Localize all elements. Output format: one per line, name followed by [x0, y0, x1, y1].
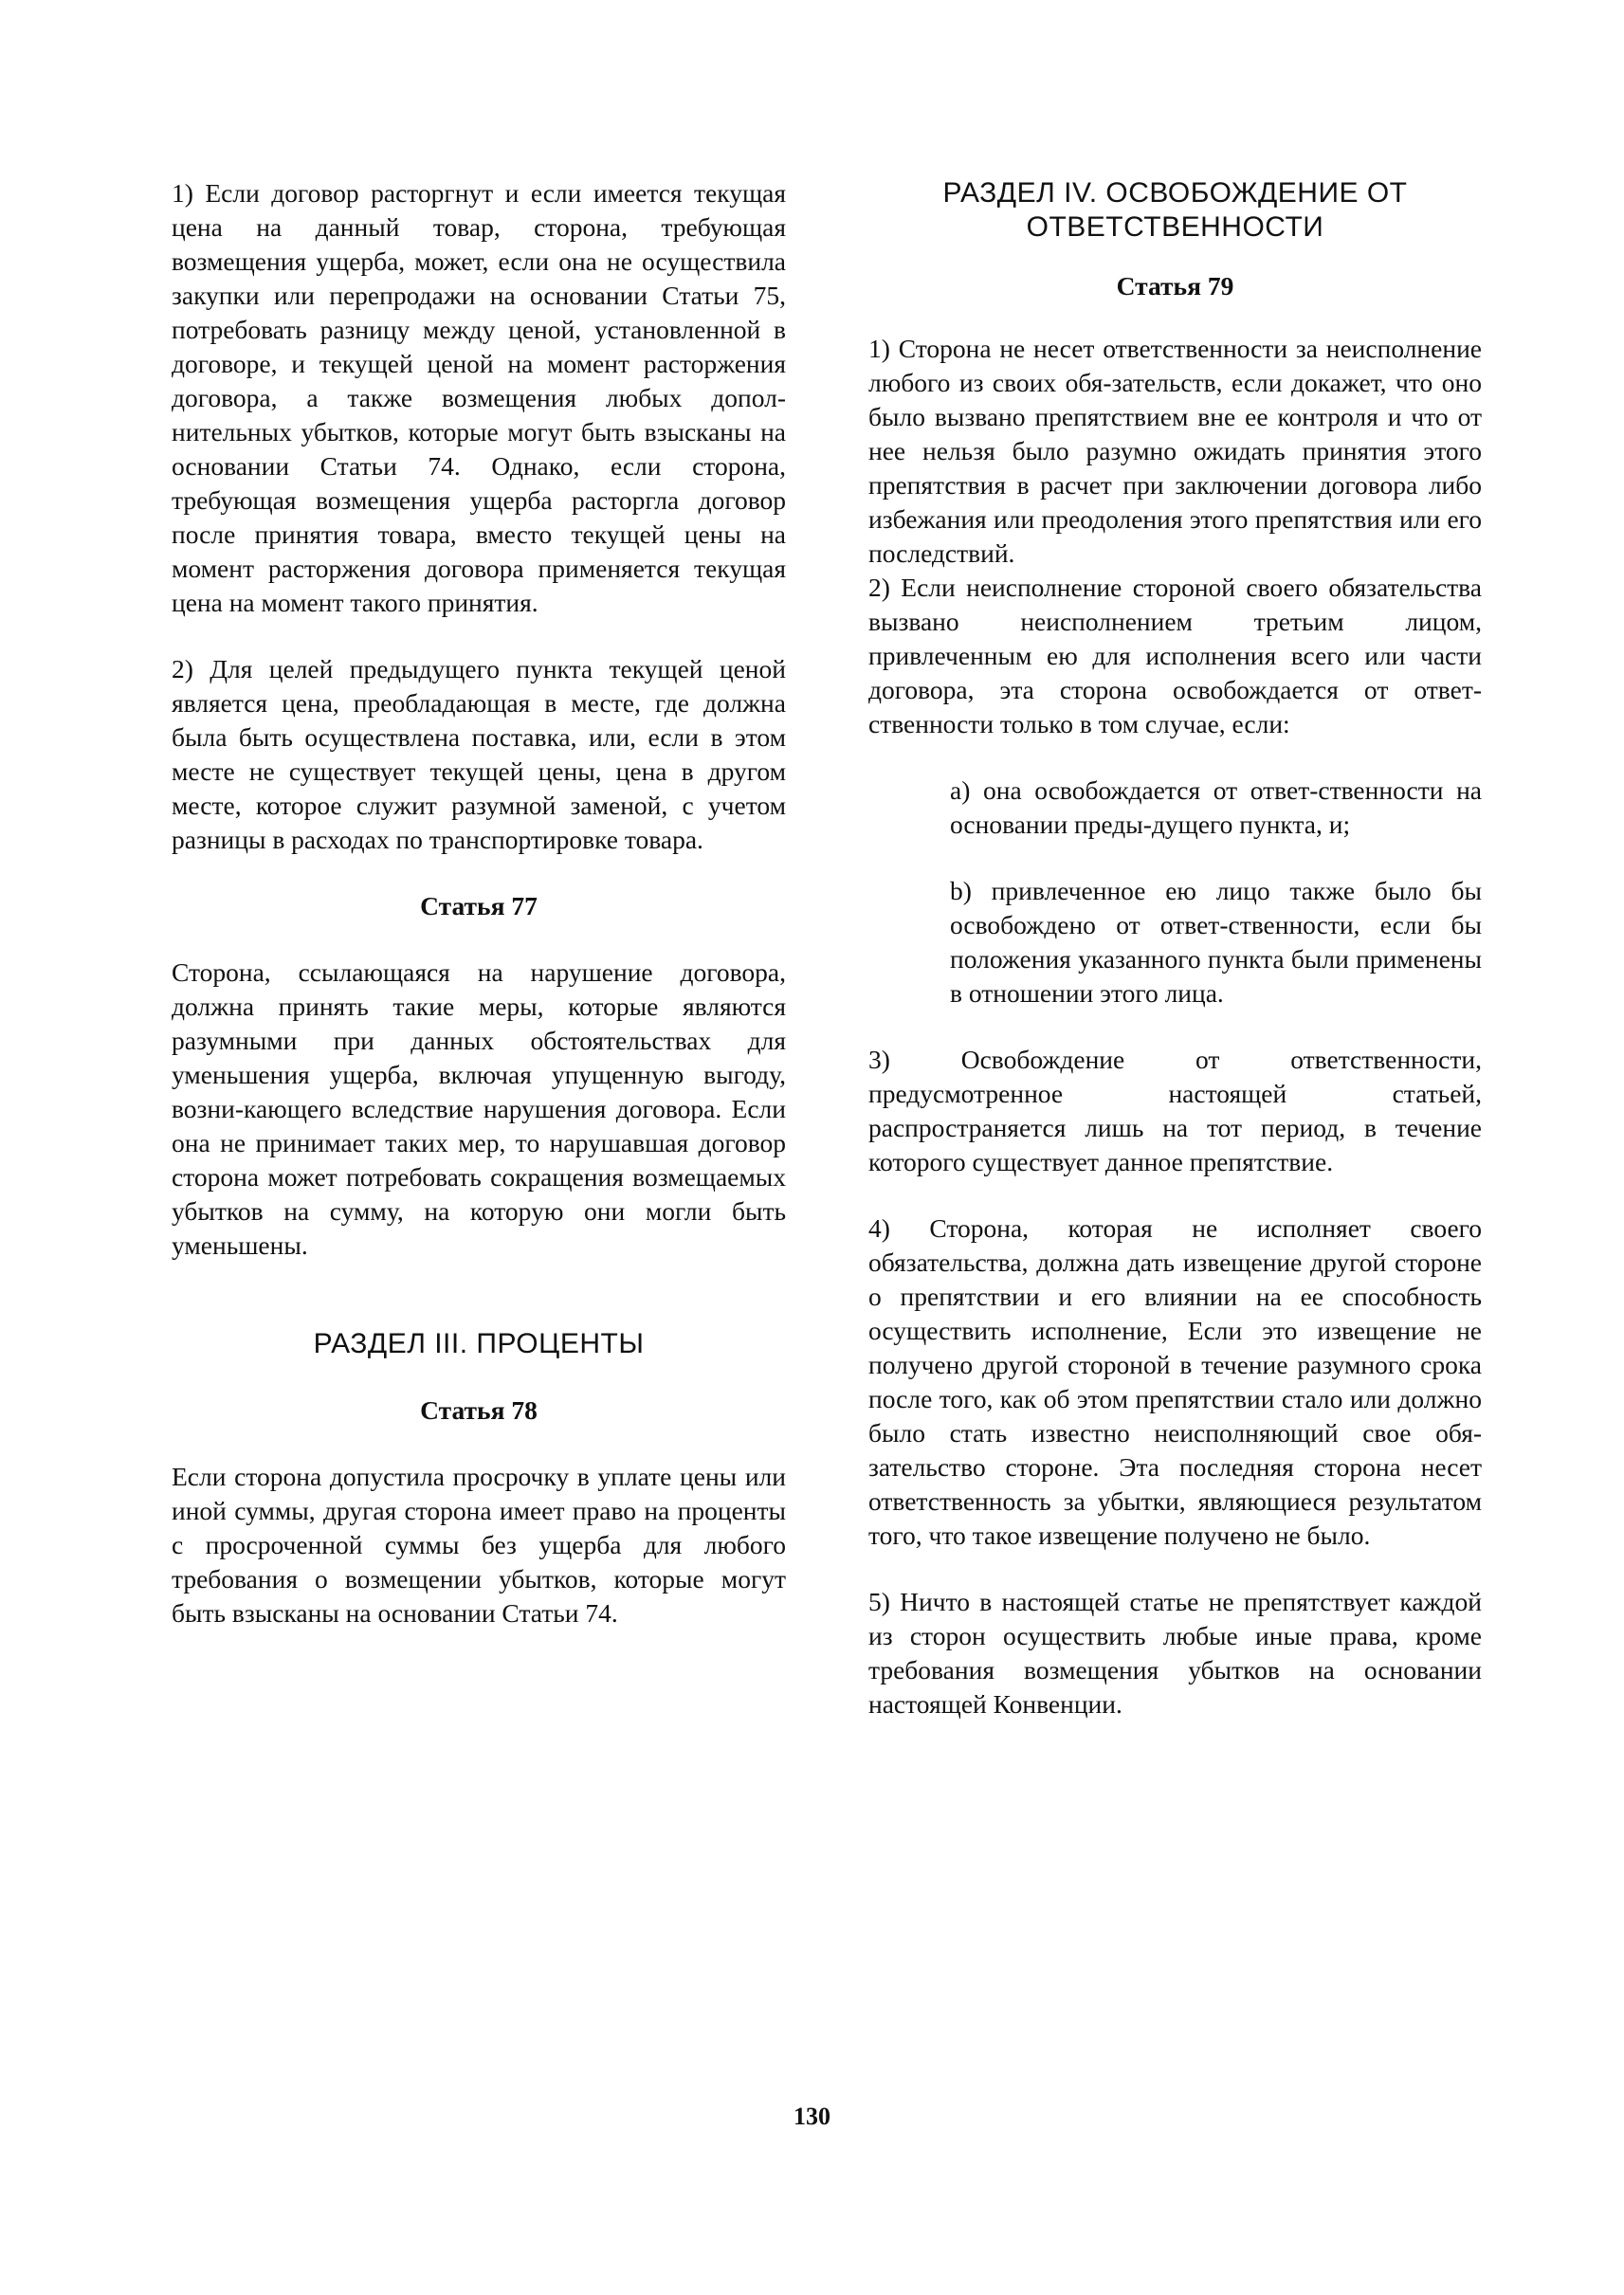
spacer: [868, 303, 1482, 332]
article79-paragraph-5: 5) Ничто в настоящей статье не препятствует каждой из сторон осуществить любые иные права, кроме требования возмещения убытков на основании настоящей Конвенции.: [868, 1587, 1482, 1719]
spacer: [868, 741, 1482, 774]
spacer: [868, 1553, 1482, 1585]
article76-paragraph-2: 2) Для целей предыдущего пункта текущей ценой является цена, преобладающая в месте, где должна была быть осуществлена поставка, или, если в этом месте не существует текущей цены, цена в другом месте, которое служит разумной заменой, с учетом разницы в расходах по транспортировке товара.: [172, 654, 786, 854]
spacer: [868, 1011, 1482, 1043]
spacer: [868, 1179, 1482, 1211]
article79-paragraph-4: 4) Сторона, которая не исполняет своего обязательства, должна дать извещение другой стороне о препятствии и его влиянии на ее способность осуществить исполнение, Если это извещение не получено другой стороной в течение разумного срока после того, как об этом препятствии стало или должно было стать известно неисполняющий свое обя-зательство стороне. Эта последняя сторона несет ответственность за убытки, являющиеся результатом того, что такое извещение получено не было.: [868, 1213, 1482, 1550]
spacer: [172, 857, 786, 889]
spacer: [172, 620, 786, 652]
article79-subparagraph-b: b) привлеченное ею лицо также было бы освобождено от ответ-ственности, если бы положения указанного пункта были применены в отношении этого лица.: [950, 876, 1482, 1008]
article76-paragraph-1: 1) Если договор расторгнут и если имеется текущая цена на данный товар, сторона, требующая возмещения ущерба, может, если она не осуществила закупки или перепродажи на основании Статьи 75, потребовать разницу между ценой, установленной в договоре, и текущей ценой на момент расторжения договора, а также возмещения любых допол-нительных убытков, которые могут быть взысканы на основании Статьи 74. Однако, если сторона, требующая возмещения ущерба расторгла договор после принятия товара, вместо текущей цены на момент расторжения договора применяется текущая цена на момент такого принятия.: [172, 178, 786, 617]
article79-title: Статья 79: [1116, 271, 1234, 301]
spacer: [868, 245, 1482, 269]
article79-paragraph-1: 1) Сторона не несет ответственности за неисполнение любого из своих обя-зательств, если докажет, что оно было вызвано препятствием вне ее контроля и что от нее нельзя было разумно ожидать принятия этого препятствия в расчет при заключении договора либо избежания или преодоления этого препятствия или его последствий.: [868, 334, 1482, 568]
article78-text: Если сторона допустила просрочку в уплате цены или иной суммы, другая сторона имеет право на проценты с просроченной суммы без ущерба для любого требования о возмещении убытков, которые могут быть взысканы на основании Статьи 74.: [172, 1462, 786, 1628]
article77-text: Сторона, ссылающаяся на нарушение договора, должна принять такие меры, которые являются разумными при данных обстоятельствах для уменьшения ущерба, включая упущенную выгоду, возни-кающего вследствие нарушения договора. Если она не принимает таких мер, то нарушавшая договор сторона может потребовать сокращения возмещаемых убытков на сумму, на которую они могли быть уменьшены.: [172, 957, 786, 1260]
page-number: 130: [794, 2103, 830, 2130]
article78-title: Статья 78: [420, 1395, 538, 1425]
article79-subparagraph-a: a) она освобождается от ответ-ственности на основании преды-дущего пункта, и;: [950, 775, 1482, 839]
spacer: [172, 1361, 786, 1393]
left-column: [172, 176, 786, 1630]
section4-title-line2: ОТВЕТСТВЕННОСТИ: [1026, 211, 1324, 243]
spacer: [172, 1263, 786, 1327]
spacer: [868, 842, 1482, 874]
article79-paragraph-2: 2) Если неисполнение стороной своего обязательства вызвано неисполнением третьим лицом, привлеченным ею для исполнения всего или части договора, эта сторона освобождается от ответ-ственности только в том случае, если:: [868, 573, 1482, 738]
right-column: [868, 176, 1482, 1721]
article79-paragraph-3: 3) Освобождение от ответственности, предусмотренное настоящей статьей, распространяется лишь на тот период, в течение которого существует данное препятствие.: [868, 1045, 1482, 1176]
article77-title: Статья 77: [420, 891, 538, 920]
spacer: [172, 1428, 786, 1460]
spacer: [172, 923, 786, 956]
section3-title: РАЗДЕЛ III. ПРОЦЕНТЫ: [313, 1328, 645, 1359]
section4-title-line1: РАЗДЕЛ IV. ОСВОБОЖДЕНИЕ ОТ: [942, 177, 1408, 209]
